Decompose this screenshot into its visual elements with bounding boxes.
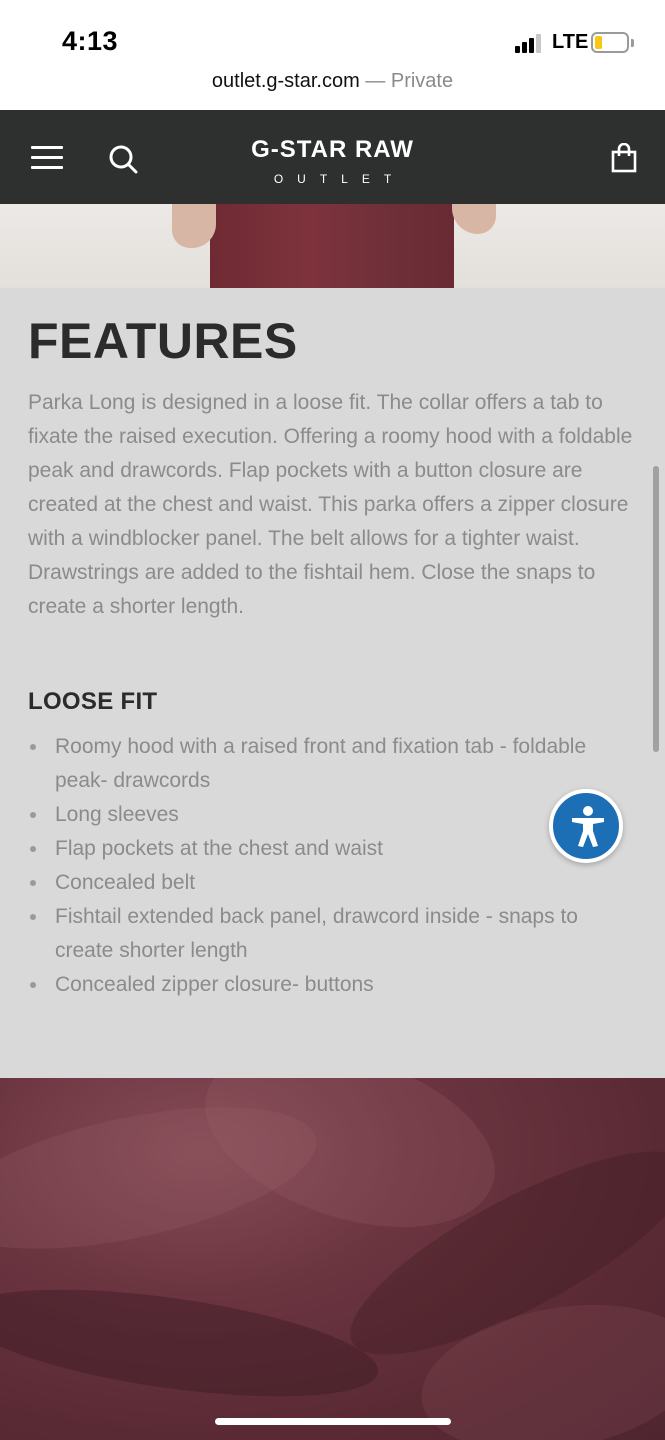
list-item: Concealed belt <box>28 866 628 900</box>
features-section <box>0 288 665 1078</box>
product-image-bottom <box>0 1078 665 1440</box>
status-bar <box>0 0 665 70</box>
battery-cap <box>631 39 634 47</box>
fit-list <box>28 730 628 1002</box>
site-header <box>0 110 665 204</box>
right-hand-image <box>452 204 496 234</box>
menu-icon[interactable] <box>31 144 63 170</box>
network-type: LTE <box>552 31 589 53</box>
address-bar[interactable] <box>0 70 665 110</box>
brand-logo[interactable] <box>200 136 465 186</box>
features-title: FEATURES <box>28 313 298 369</box>
private-mode-label: Private <box>390 70 454 92</box>
list-item: Flap pockets at the chest and waist <box>28 832 628 866</box>
features-description: Parka Long is designed in a loose fit. The collar offers a tab to fixate the raised execution. Offering a roomy hood with a foldable peak and drawcords. Flap pockets with a button closure are created at the chest and waist. This parka offers a zipper closure with a windblocker panel. The belt allows for a tighter waist. Drawstrings are added to the fishtail hem. Close the snaps to create a shorter length. <box>28 391 633 618</box>
garment-image <box>210 204 454 288</box>
signal-strength-icon <box>515 33 545 53</box>
fit-title: LOOSE FIT <box>28 688 158 715</box>
brand-subtitle: OUTLET <box>273 172 406 186</box>
status-time: 4:13 <box>62 26 119 56</box>
accessibility-button[interactable] <box>549 789 623 863</box>
list-item: Long sleeves <box>28 798 628 832</box>
page-scrollbar[interactable] <box>653 466 659 752</box>
battery-icon <box>591 32 629 53</box>
search-icon[interactable] <box>108 144 138 174</box>
shopping-bag-icon[interactable] <box>610 143 638 173</box>
home-indicator[interactable] <box>215 1418 451 1425</box>
list-item: Roomy hood with a raised front and fixation tab - foldable peak- drawcords <box>28 730 628 798</box>
accessibility-icon <box>559 799 617 857</box>
brand-name: G-STAR RAW <box>251 136 414 163</box>
url-text: outlet.g-star.com <box>211 70 360 92</box>
url-separator: — <box>365 70 386 92</box>
list-item: Concealed zipper closure- buttons <box>28 968 628 1002</box>
product-image-top <box>0 204 665 288</box>
list-item: Fishtail extended back panel, drawcord inside - snaps to create shorter length <box>28 900 628 968</box>
